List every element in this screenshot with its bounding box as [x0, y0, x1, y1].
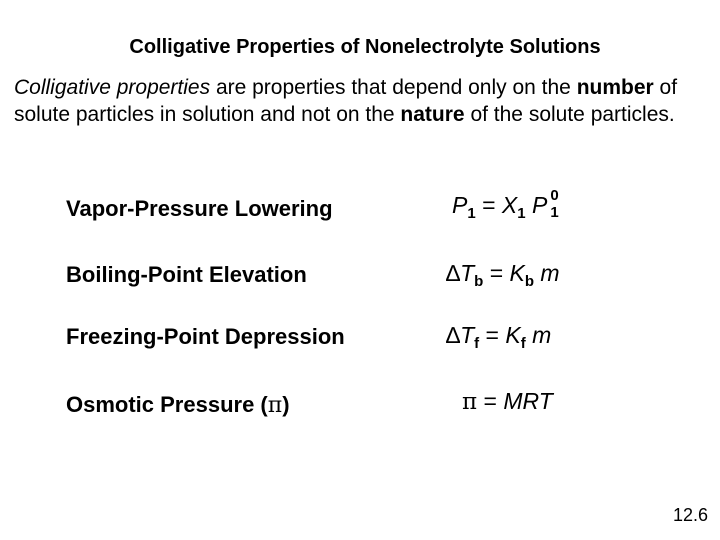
label-text: Osmotic Pressure ( [66, 392, 268, 417]
eq-equals: = [475, 192, 502, 218]
eq-var: P [452, 192, 468, 218]
label-freezing-point-depression: Freezing-Point Depression [66, 324, 345, 349]
eq-var: T [460, 322, 475, 348]
eq-subscript: 1 [467, 205, 476, 222]
eq-equals: = [479, 322, 506, 348]
equation-freezing-point [446, 322, 552, 352]
eq-sup-sub-stack [550, 187, 562, 221]
intro-term: Colligative properties [14, 76, 211, 99]
label-boiling-point-elevation: Boiling-Point Elevation [66, 262, 307, 287]
pi-symbol: π [267, 393, 283, 418]
eq-var: K [505, 322, 521, 348]
equation-vapor-pressure [452, 187, 562, 222]
label-vapor-pressure-lowering: Vapor-Pressure Lowering [66, 196, 333, 221]
eq-subscript: f [520, 335, 526, 352]
eq-var: m [525, 322, 552, 348]
eq-var: MRT [503, 388, 553, 414]
eq-subscript: 1 [517, 205, 526, 222]
eq-subscript: 1 [550, 204, 559, 221]
label-osmotic-pressure [66, 392, 290, 418]
eq-var: T [460, 260, 475, 286]
label-text: ) [282, 392, 290, 417]
intro-text-3: of the solute particles. [464, 103, 675, 126]
intro-text-1: are properties that depend only on the [210, 76, 577, 99]
delta-symbol: ∆ [446, 260, 461, 286]
eq-subscript: b [524, 273, 535, 290]
eq-subscript: b [474, 273, 484, 290]
slide-title: Colligative Properties of Nonelectrolyte Solutions [129, 36, 601, 58]
intro-text-2: of solute particles in solution and not on the [14, 76, 678, 126]
eq-equals: = [483, 260, 510, 286]
equation-boiling-point [446, 260, 560, 290]
intro-number-word: number [576, 76, 654, 99]
pi-symbol: π [462, 389, 478, 415]
equation-osmotic-pressure [462, 388, 553, 415]
eq-equals: = [477, 388, 504, 414]
eq-superscript: 0 [550, 187, 559, 204]
delta-symbol: ∆ [446, 322, 461, 348]
eq-var: K [509, 260, 525, 286]
eq-subscript: f [474, 335, 480, 352]
eq-var: X [501, 192, 518, 218]
intro-nature-word: nature [400, 103, 465, 126]
eq-var: P [531, 192, 548, 218]
intro-paragraph [14, 74, 704, 128]
slide-number: 12.6 [672, 505, 708, 525]
eq-var: m [534, 260, 560, 286]
